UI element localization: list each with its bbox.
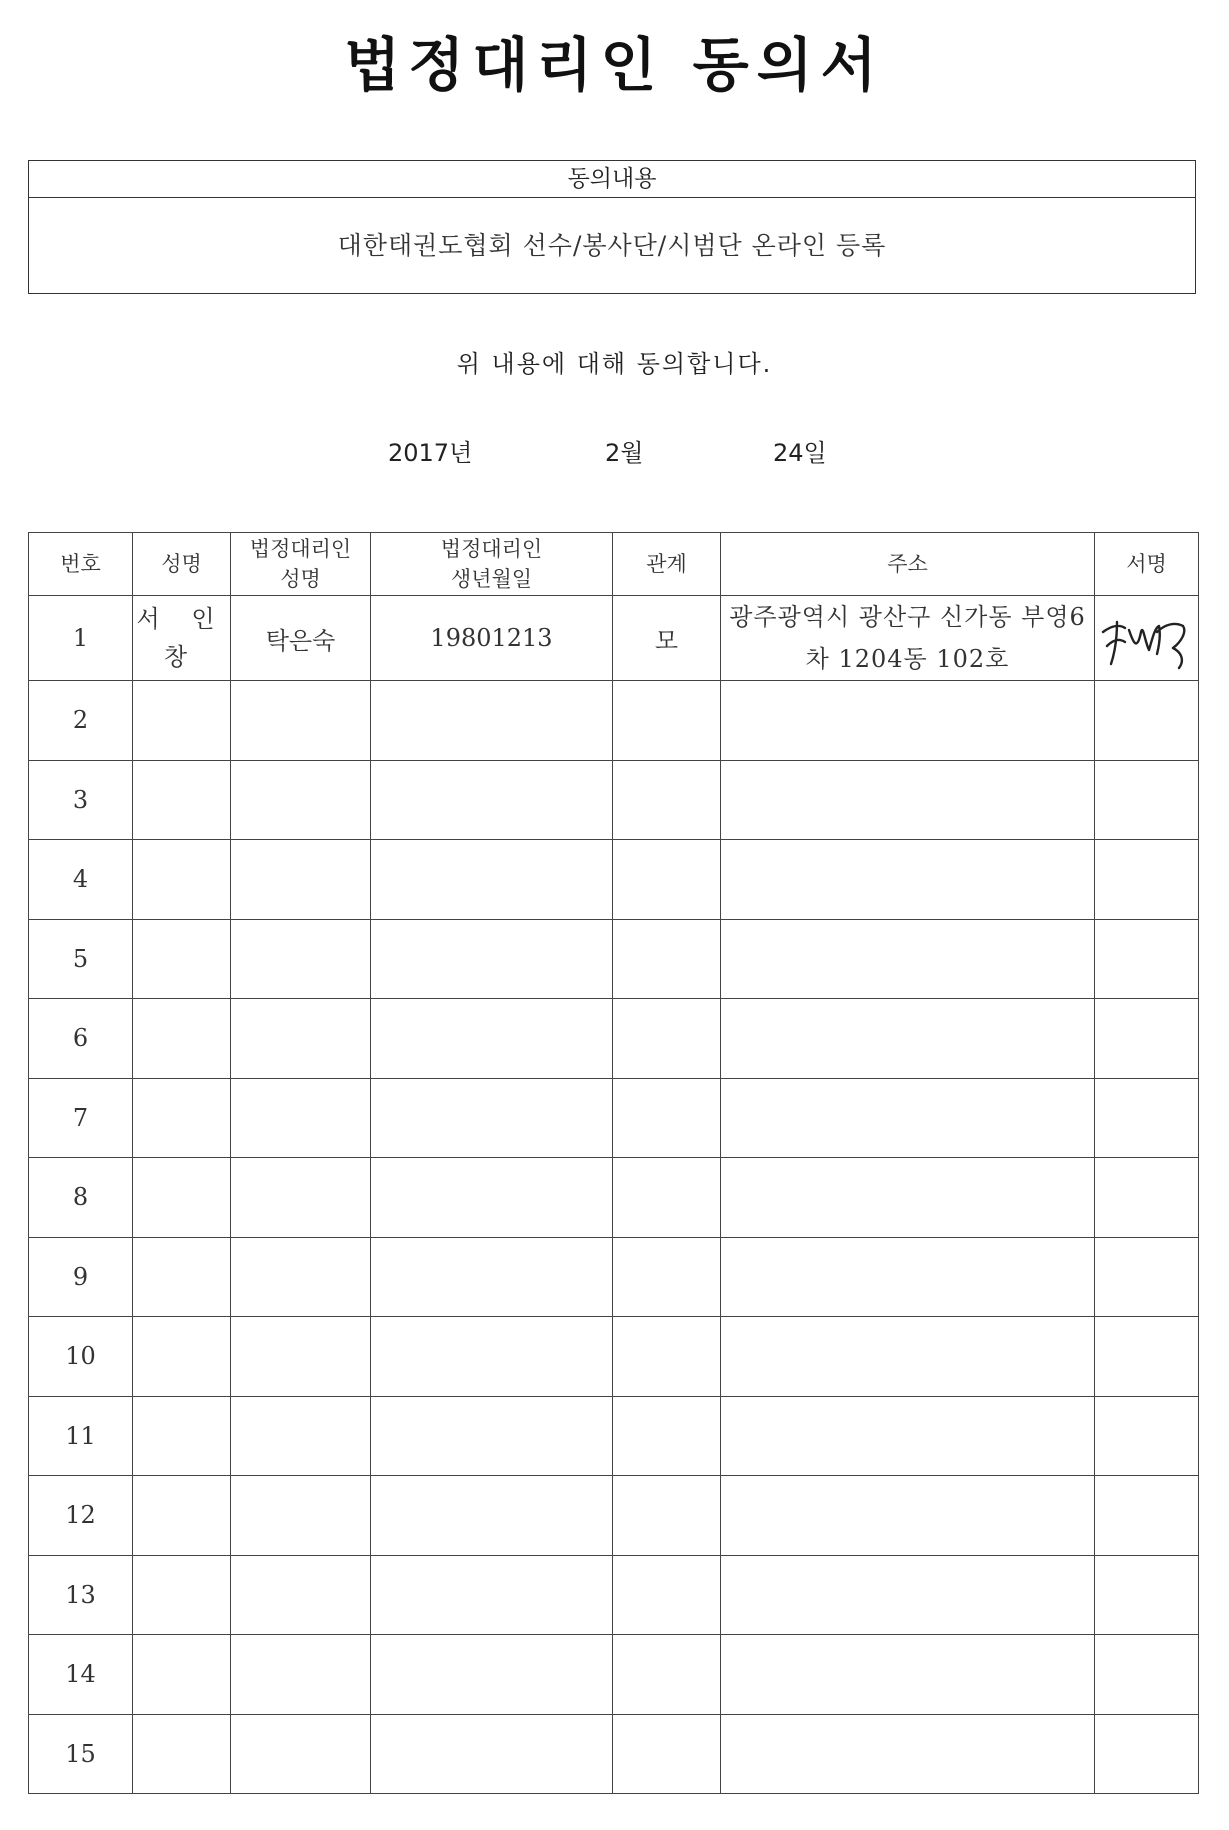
table-row [29, 596, 1199, 681]
table-row [29, 999, 1199, 1079]
consent-header: 동의내용 [29, 161, 1195, 198]
table-row [29, 760, 1199, 840]
row-number: 8 [29, 1158, 133, 1238]
row-name: 서 인 창 [133, 596, 231, 681]
row-number: 4 [29, 840, 133, 920]
row-number: 5 [29, 919, 133, 999]
header-name: 성명 [133, 533, 231, 596]
row-guardian-name: 탁은숙 [231, 596, 371, 681]
table-row [29, 1078, 1199, 1158]
header-address: 주소 [721, 533, 1095, 596]
row-guardian-birth: 19801213 [371, 596, 613, 681]
table-row [29, 1317, 1199, 1397]
date-day: 24일 [773, 439, 827, 467]
row-number: 15 [29, 1714, 133, 1794]
table-row [29, 1396, 1199, 1476]
row-number: 7 [29, 1078, 133, 1158]
header-guardian-name: 법정대리인 성명 [231, 533, 371, 596]
date-month: 2월 [605, 439, 644, 467]
row-number: 9 [29, 1237, 133, 1317]
table-row [29, 1635, 1199, 1715]
row-number: 2 [29, 681, 133, 761]
row-signature [1095, 596, 1199, 681]
row-number: 6 [29, 999, 133, 1079]
table-row [29, 1555, 1199, 1635]
row-number: 10 [29, 1317, 133, 1397]
table-row [29, 681, 1199, 761]
consent-body: 대한태권도협회 선수/봉사단/시범단 온라인 등록 [337, 231, 887, 260]
guardian-roster-table [28, 532, 1199, 1794]
header-signature: 서명 [1095, 533, 1199, 596]
agree-statement: 위 내용에 대해 동의합니다. [456, 350, 773, 378]
page-title: 법정대리인 동의서 [344, 31, 885, 99]
date-year: 2017년 [388, 439, 473, 467]
table-row [29, 840, 1199, 920]
table-row [29, 1158, 1199, 1238]
consent-content-box [28, 160, 1196, 294]
row-number: 12 [29, 1476, 133, 1556]
table-row [29, 1237, 1199, 1317]
header-number: 번호 [29, 533, 133, 596]
row-number: 3 [29, 760, 133, 840]
table-row [29, 919, 1199, 999]
row-number: 1 [29, 596, 133, 681]
table-row [29, 1476, 1199, 1556]
row-address: 광주광역시 광산구 신가동 부영6차 1204동 102호 [721, 596, 1095, 681]
table-header-row [29, 533, 1199, 596]
row-relation: 모 [613, 596, 721, 681]
row-number: 13 [29, 1555, 133, 1635]
row-number: 11 [29, 1396, 133, 1476]
handwritten-signature [1097, 602, 1197, 674]
row-number: 14 [29, 1635, 133, 1715]
header-relation: 관계 [613, 533, 721, 596]
header-guardian-birth: 법정대리인 생년월일 [371, 533, 613, 596]
table-row [29, 1714, 1199, 1794]
